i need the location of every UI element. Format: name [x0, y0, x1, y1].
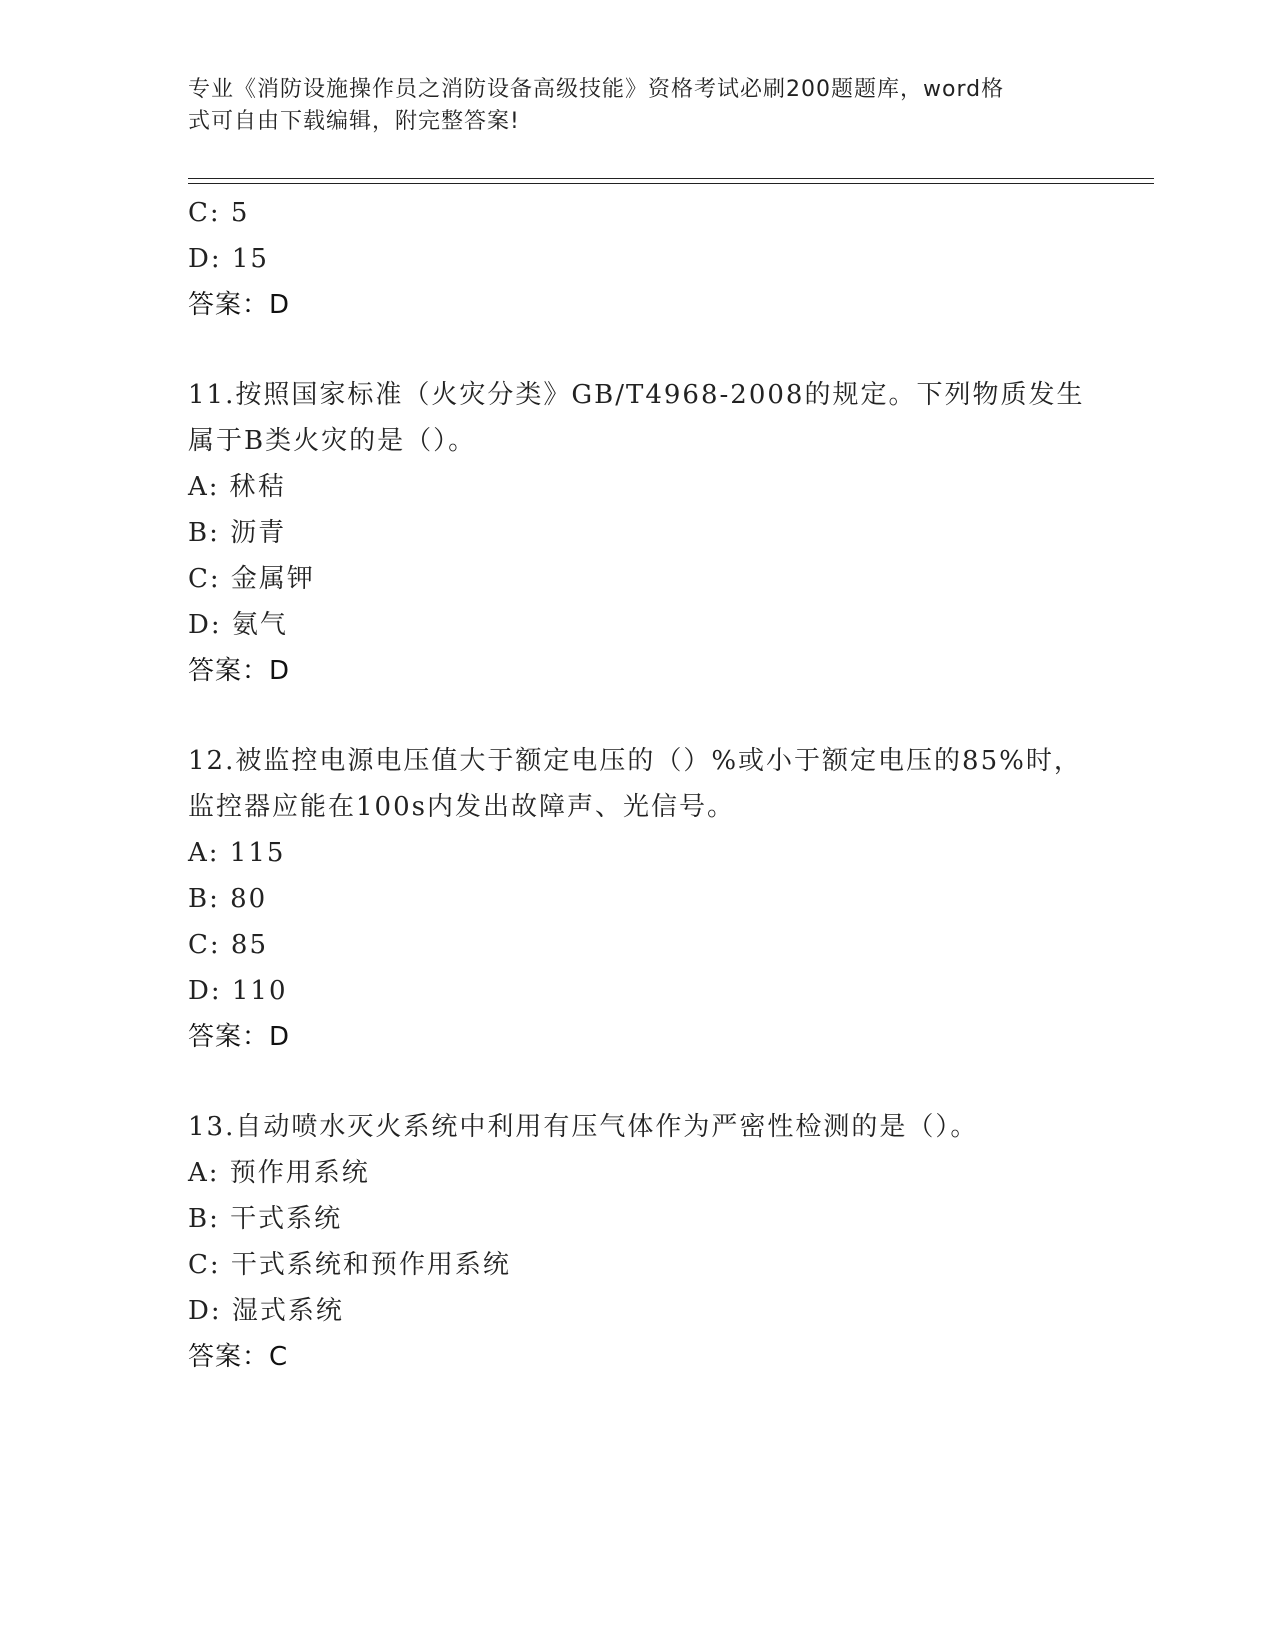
option-b: B: 沥青 — [188, 518, 287, 548]
question-stem-line: 属于B类火灾的是（）。 — [188, 426, 477, 456]
option-c: C: 干式系统和预作用系统 — [188, 1250, 511, 1280]
header-line-1: 专业《消防设施操作员之消防设备高级技能》资格考试必刷200题题库，word格 — [188, 77, 1005, 102]
question-stem-line: 监控器应能在100s内发出故障声、光信号。 — [188, 792, 735, 822]
header-rule-bottom — [188, 183, 1154, 184]
option-d: D: 氨气 — [188, 610, 288, 640]
carryover-block — [188, 190, 1088, 328]
option-a: A: 预作用系统 — [188, 1158, 370, 1188]
option-b: B: 80 — [188, 884, 268, 914]
question-stem-line: 12.被监控电源电压值大于额定电压的（）%或小于额定电压的85%时， — [188, 746, 1082, 776]
question-11 — [188, 372, 1088, 694]
question-stem-line: 11.按照国家标准（火灾分类》GB/T4968-2008的规定。下列物质发生 — [188, 380, 1085, 410]
answer-line: 答案：C — [188, 1342, 289, 1372]
document-header — [188, 74, 1068, 138]
option-c: C: 5 — [188, 198, 250, 228]
question-12 — [188, 738, 1088, 1060]
spacer — [188, 328, 1088, 372]
option-c: C: 金属钾 — [188, 564, 315, 594]
option-a: A: 秫秸 — [188, 472, 286, 502]
answer-line: 答案：D — [188, 1022, 291, 1052]
question-13 — [188, 1104, 1088, 1380]
spacer — [188, 1060, 1088, 1104]
question-content — [188, 190, 1088, 1380]
option-c: C: 85 — [188, 930, 269, 960]
option-d: D: 110 — [188, 976, 288, 1006]
header-rule-top — [188, 178, 1154, 179]
header-line-2: 式可自由下载编辑，附完整答案! — [188, 109, 520, 134]
option-a: A: 115 — [188, 838, 286, 868]
option-d: D: 湿式系统 — [188, 1296, 344, 1326]
answer-line: 答案：D — [188, 656, 291, 686]
option-d: D: 15 — [188, 244, 269, 274]
question-stem-line: 13.自动喷水灭火系统中利用有压气体作为严密性检测的是（）。 — [188, 1112, 979, 1142]
answer-line: 答案：D — [188, 290, 291, 320]
spacer — [188, 694, 1088, 738]
option-b: B: 干式系统 — [188, 1204, 343, 1234]
